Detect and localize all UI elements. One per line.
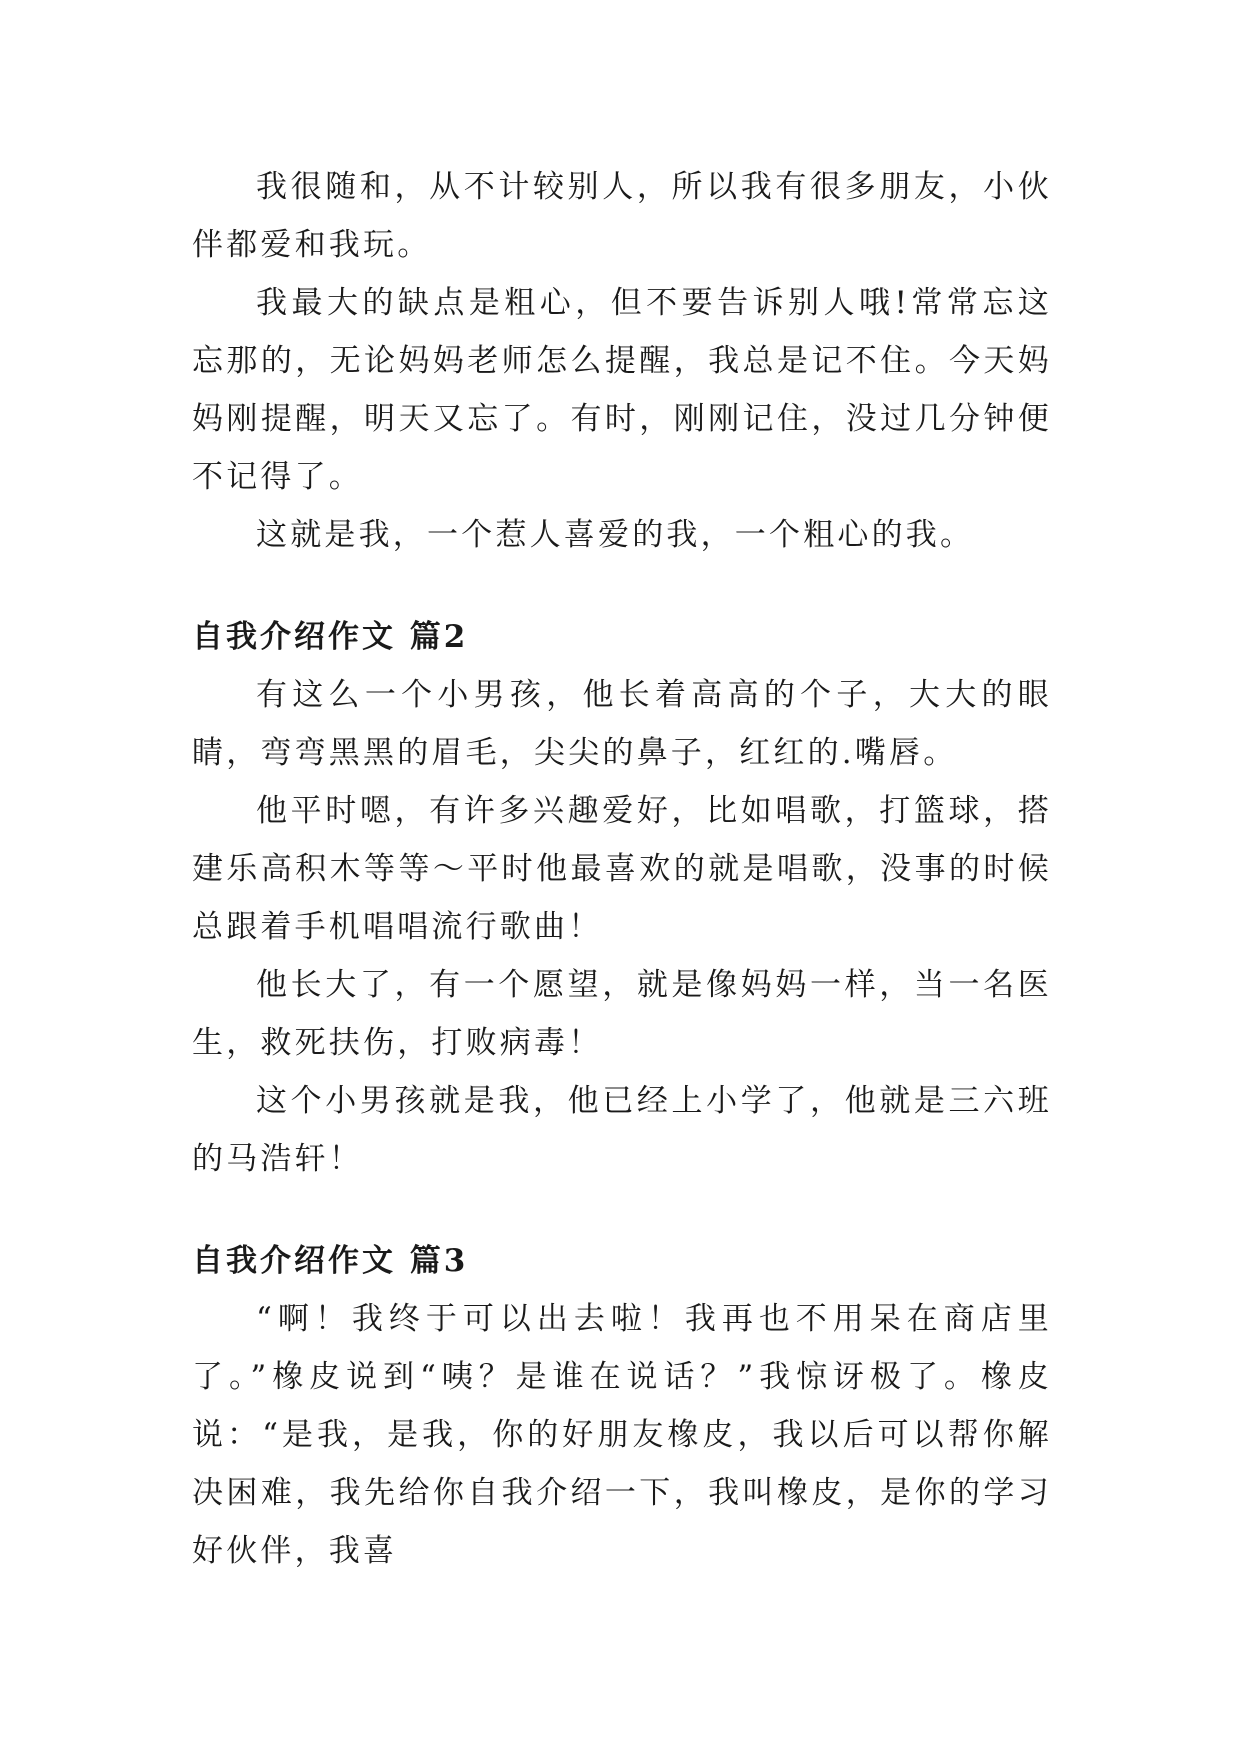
document-page bbox=[192, 158, 1052, 1580]
section-gap bbox=[192, 564, 1052, 608]
paragraph: 这个小男孩就是我，他已经上小学了，他就是三六班的马浩轩！ bbox=[192, 1083, 1052, 1177]
section-gap bbox=[192, 1188, 1052, 1232]
paragraph: 我最大的缺点是粗心，但不要告诉别人哦!常常忘这忘那的，无论妈妈老师怎么提醒，我总是记不住。今天妈妈刚提醒，明天又忘了。有时，刚刚记住，没过几分钟便不记得了。 bbox=[192, 285, 1052, 495]
paragraph: 他平时嗯，有许多兴趣爱好，比如唱歌，打篮球，搭建乐高积木等等～平时他最喜欢的就是唱歌，没事的时候总跟着手机唱唱流行歌曲！ bbox=[192, 793, 1052, 945]
section-heading: 自我介绍作文 篇3 bbox=[192, 1243, 469, 1279]
paragraph: 这就是我，一个惹人喜爱的我，一个粗心的我。 bbox=[256, 517, 975, 553]
paragraph: 有这么一个小男孩，他长着高高的个子，大大的眼睛，弯弯黑黑的眉毛，尖尖的鼻子，红红的.嘴唇。 bbox=[192, 677, 1052, 771]
paragraph: 我很随和，从不计较别人，所以我有很多朋友，小伙伴都爱和我玩。 bbox=[192, 169, 1052, 263]
paragraph: 他长大了，有一个愿望，就是像妈妈一样，当一名医生，救死扶伤，打败病毒！ bbox=[192, 967, 1052, 1061]
paragraph: “啊！我终于可以出去啦！我再也不用呆在商店里了。”橡皮说到“咦？是谁在说话？”我惊讶极了。橡皮说：“是我，是我，你的好朋友橡皮，我以后可以帮你解决困难，我先给你自我介绍一下，我叫橡皮，是你的学习好伙伴，我喜 bbox=[192, 1301, 1052, 1569]
section-heading: 自我介绍作文 篇2 bbox=[192, 619, 469, 655]
